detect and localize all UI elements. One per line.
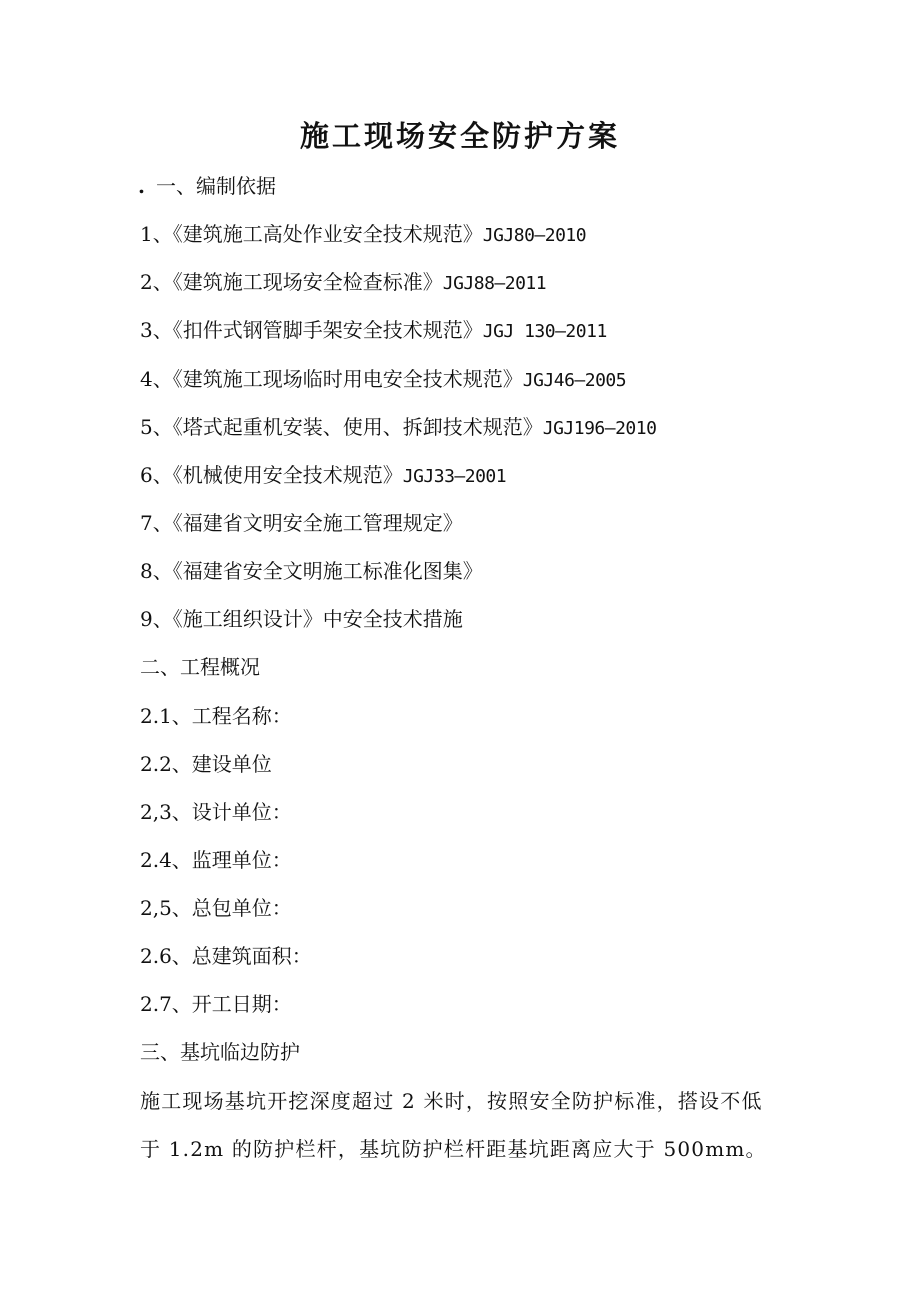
standard-code: JGJ46—2005 [522,370,627,391]
list-item [140,413,656,443]
standard-code: JGJ80—2010 [482,225,587,246]
list-item-text: 7、《福建省文明安全施工管理规定》 [140,511,463,535]
overview-item: 2.7、开工日期： [140,992,292,1016]
overview-item: 2,5、总包单位： [140,896,292,920]
list-item-text: 4、《建筑施工现场临时用电安全技术规范》 [140,367,523,391]
list-item [140,461,506,491]
list-item [140,605,463,633]
list-item [140,365,626,395]
standard-code: JGJ33—2001 [402,466,507,487]
standard-code: JGJ 130—2011 [482,321,607,342]
overview-item: 2,3、设计单位： [140,800,292,824]
pit-protection-paragraph: 施工现场基坑开挖深度超过 2 米时，按照安全防护标准，搭设不低于 1.2m 的防护栏杆，基坑防护栏杆距基坑距离应大于 500mm。 [140,1089,767,1161]
overview-item: 2.1、工程名称： [140,704,292,728]
standard-code: JGJ196—2010 [542,418,657,439]
list-item [140,509,463,537]
overview-item: 2.2、建设单位 [140,752,272,776]
list-item-text: 2、《建筑施工现场安全检查标准》 [140,270,443,294]
list-item-text: 9、《施工组织设计》中安全技术措施 [140,607,463,631]
list-item-text: 3、《扣件式钢管脚手架安全技术规范》 [140,318,483,342]
section-heading-basis [138,172,276,200]
heading-prefix: . [138,174,145,198]
list-item-text: 5、《塔式起重机安装、使用、拆卸技术规范》 [140,415,543,439]
list-item-text: 8、《福建省安全文明施工标准化图集》 [140,559,483,583]
overview-item: 2.6、总建筑面积： [140,944,312,968]
heading-text: 一、编制依据 [156,174,276,198]
list-item-text: 1、《建筑施工高处作业安全技术规范》 [140,222,483,246]
section-heading-overview: 二、工程概况 [140,655,260,679]
standard-code: JGJ88—2011 [442,273,547,294]
list-item [140,220,586,250]
list-item [140,316,607,346]
overview-item: 2.4、监理单位： [140,848,292,872]
list-item [140,268,546,298]
list-item [140,557,483,585]
list-item-text: 6、《机械使用安全技术规范》 [140,463,403,487]
document-title: 施工现场安全防护方案 [299,119,620,153]
section-heading-pit-protection: 三、基坑临边防护 [140,1040,300,1064]
